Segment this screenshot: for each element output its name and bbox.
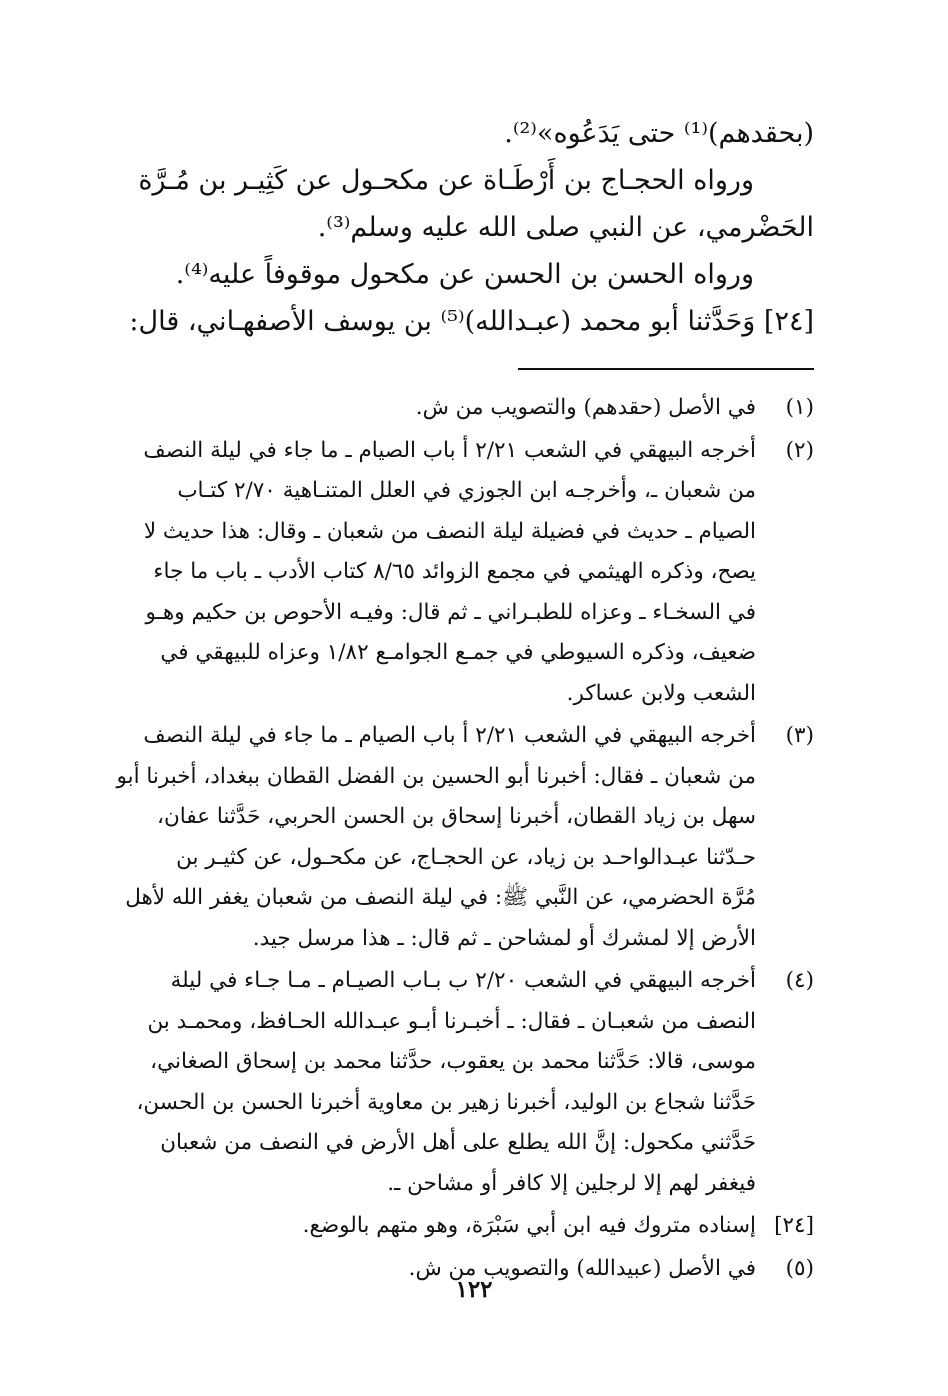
footnote-line: في السخـاء ـ وعزاه للطبـراني ـ ثم قال: وفيـه الأحوص بن حكيم وهـو (145, 599, 756, 625)
footnote-line: سهل بن زياد القطان، أخبرنا إسحاق بن الحسن الحربي، حَدَّثنا عفان، (157, 804, 756, 829)
footnote (108, 961, 814, 1204)
footnote-line: الشعب ولابن عساكر. (566, 680, 756, 706)
body-line: [٢٤] وَحَدَّثنا أبو محمد (عبـدالله)⁽⁵⁾ بن يوسف الأصفهـاني، قال: (129, 306, 814, 337)
footnote-line: أخرجه البيهقي في الشعب ٢/٢٠ ب بـاب الصيـام ـ مـا جـاء في ليلة (170, 968, 756, 993)
footnote-line: الأرض إلا لمشرك أو لمشاحن ـ ثم قال: ـ هذا مرسل جيد. (252, 925, 756, 951)
footnote (108, 716, 814, 959)
footnotes (108, 388, 814, 1291)
footnote-number: [٢٤] (774, 1213, 814, 1238)
footnote-text (108, 961, 756, 1204)
footnote-line: من شعبان ـ فقال: أخبرنا أبو الحسين بن الفضل القطان ببغداد، أخبرنا أبو (116, 763, 756, 789)
footnote-text (108, 1206, 756, 1247)
footnote-line: ضعيف، وذكره السيوطي في جمـع الجوامـع ١/٨٢ وعزاه للبيهقي في (160, 640, 756, 665)
footnote-line: في الأصل (عبيدالله) والتصويب من ش. (408, 1255, 756, 1281)
footnote-number: (٥) (785, 1255, 814, 1281)
body-line: الحَضْرمي، عن النبي صلى الله عليه وسلم⁽³⁾. (317, 212, 814, 243)
footnote-line: أخرجه البيهقي في الشعب ٢/٢١ أ باب الصيام ـ ما جاء في ليلة النصف (143, 723, 756, 748)
footnote (108, 1206, 814, 1247)
footnote-number: (٤) (785, 968, 814, 993)
main-text (108, 110, 814, 345)
body-line: ورواه الحجـاج بن أَرْطَـاة عن مكحـول عن كَثِيـر بن مُـرَّة (138, 165, 754, 196)
footnote-line: يصح، وذكره الهيثمي في مجمع الزوائد ٨/٦٥ كتاب الأدب ـ باب ما جاء (153, 559, 756, 584)
footnote-text (108, 431, 756, 715)
footnote (108, 388, 814, 429)
page-number: ١٢٢ (455, 1276, 493, 1303)
footnote-line: موسى، قالا: حَدَّثنا محمد بن يعقوب، حدَّثنا محمد بن إسحاق الصغاني، (150, 1049, 756, 1074)
footnote-number: (٢) (785, 437, 814, 463)
footnote-text (108, 388, 756, 429)
footnote-divider (518, 368, 814, 370)
footnote-line: النصف من شعبـان ـ فقال: ـ أخبـرنا أبـو عبـدالله الحـافظ، ومحمـد بن (147, 1008, 756, 1034)
footnote-number: (١) (785, 395, 814, 420)
footnote-line: أخرجه البيهقي في الشعب ٢/٢١ أ باب الصيام ـ ما جاء في ليلة النصف (143, 437, 756, 463)
footnote-line: فيغفر لهم إلا لرجلين إلا كافر أو مشاحن ـ. (387, 1170, 756, 1196)
body-line: (بحقدهم)⁽¹⁾ حتى يَدَعُوه»⁽²⁾. (504, 118, 814, 149)
body-line: ورواه الحسن بن الحسن عن مكحول موقوفاً عليه⁽⁴⁾. (175, 259, 754, 290)
footnote-text (108, 716, 756, 959)
footnote-line: مُرَّة الحضرمي، عن النَّبي ﷺ: في ليلة النصف من شعبان يغفر الله لأهل (125, 885, 756, 910)
footnote-number: (٣) (785, 723, 814, 748)
footnote-line: حَدَّثني مكحول: إنَّ الله يطلع على أهل الأرض في النصف من شعبان (160, 1130, 756, 1155)
footnote-line: حـدّثنا عبـدالواحـد بن زياد، عن الحجـاج، عن مكحـول، عن كثيـر بن (176, 844, 756, 870)
footnote-line: في الأصل (حقدهم) والتصويب من ش. (415, 395, 756, 420)
footnote-line: من شعبان ـ، وأخرجـه ابن الجوزي في العلل المتنـاهية ٢/٧٠ كتـاب (177, 478, 756, 503)
footnote-line: حَدَّثنا شجاع بن الوليد، أخبرنا زهير بن معاوية أخبرنا الحسن بن الحسن، (136, 1089, 756, 1115)
footnote-line: إسناده متروك فيه ابن أبي سَبْرَة، وهو متهم بالوضع. (302, 1213, 756, 1238)
footnote (108, 431, 814, 715)
footnote-line: الصيام ـ حديث في فضيلة ليلة النصف من شعبان ـ وقال: هذا حديث لا (143, 518, 756, 544)
